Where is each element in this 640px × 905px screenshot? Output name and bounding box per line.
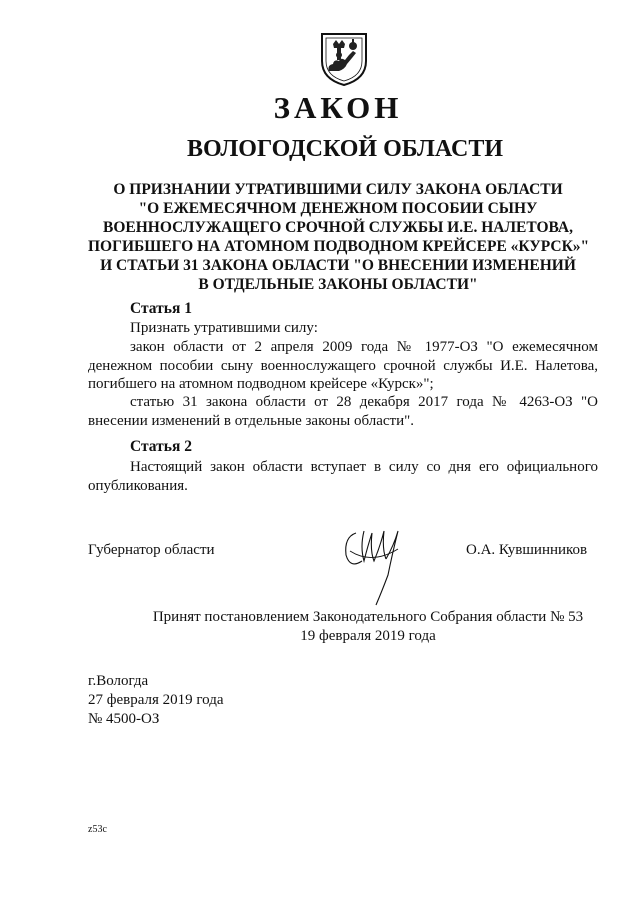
article-2-text: Настоящий закон области вступает в силу со дня его официального опубликования. xyxy=(88,459,598,494)
law-title-line: ПОГИБШЕГО НА АТОМНОМ ПОДВОДНОМ КРЕЙСЕРЕ «КУРСК»" xyxy=(88,238,590,255)
document-code: z53c xyxy=(88,824,107,835)
signatory-position: Губернатор области xyxy=(88,542,215,558)
law-title xyxy=(88,180,588,294)
law-title-line: "О ЕЖЕМЕСЯЧНОМ ДЕНЕЖНОМ ПОСОБИИ СЫНУ xyxy=(138,200,538,217)
city: г.Вологда xyxy=(88,673,149,689)
adoption-line: Принят постановлением Законодательного Собрания области № 53 xyxy=(152,609,584,625)
signing-date: 27 февраля 2019 года xyxy=(88,692,224,708)
region-heading: ВОЛОГОДСКОЙ ОБЛАСТИ xyxy=(186,136,504,162)
adoption-note xyxy=(88,608,598,646)
signatory-name: О.А. Кувшинников xyxy=(466,542,588,558)
law-title-line: В ОТДЕЛЬНЫЕ ЗАКОНЫ ОБЛАСТИ" xyxy=(198,276,478,293)
law-title-line: ВОЕННОСЛУЖАЩЕГО СРОЧНОЙ СЛУЖБЫ И.Е. НАЛЕТОВА, xyxy=(103,219,573,236)
coat-of-arms-icon xyxy=(319,31,369,87)
article-1-item-1: закон области от 2 апреля 2009 года № 1977-ОЗ "О ежемесячном денежном пособии сыну военнослужащего срочной службы И.Е. Налетова, погибшего на атомном подводном крейсере «Курск»"; xyxy=(88,339,598,392)
handwritten-signature xyxy=(342,525,404,607)
adoption-date: 19 февраля 2019 года xyxy=(300,628,436,644)
article-1-intro: Признать утратившими силу: xyxy=(130,320,318,336)
law-title-line: О ПРИЗНАНИИ УТРАТИВШИМИ СИЛУ ЗАКОНА ОБЛАСТИ xyxy=(113,181,563,198)
place-date-number xyxy=(88,672,224,729)
article-1-item-2: статью 31 закона области от 28 декабря 2017 года № 4263-ОЗ "О внесении изменений в отдельные законы области". xyxy=(88,394,598,429)
article-1-heading: Статья 1 xyxy=(130,300,192,317)
law-number: № 4500-ОЗ xyxy=(88,711,160,727)
article-2-heading: Статья 2 xyxy=(130,438,192,455)
law-title-line: И СТАТЬИ 31 ЗАКОНА ОБЛАСТИ "О ВНЕСЕНИИ ИЗМЕНЕНИЙ xyxy=(100,257,576,274)
law-heading: ЗАКОН xyxy=(273,90,403,125)
